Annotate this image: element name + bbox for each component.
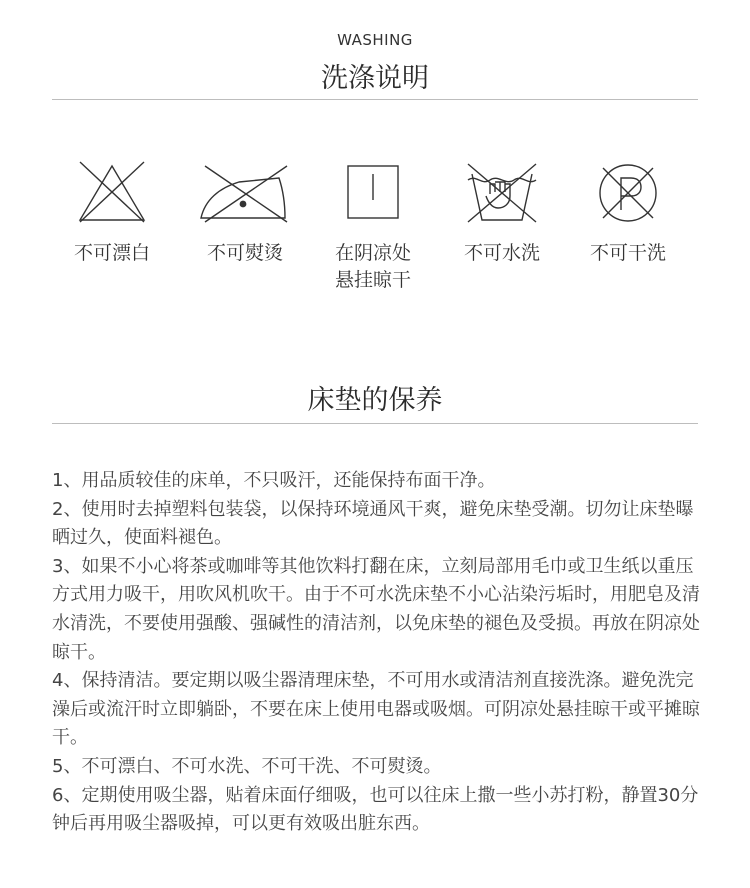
line-dry-shade-icon	[343, 160, 403, 226]
care-symbols	[0, 160, 750, 300]
care-list	[52, 467, 702, 839]
list-item: 6、定期使用吸尘器，贴着床面仔细吸，也可以往床上撒一些小苏打粉，静置30分钟后再用吸尘器吸掉，可以更有效吸出脏东西。	[52, 784, 699, 835]
no-iron-icon	[195, 160, 295, 226]
list-item: 5、不可漂白、不可水洗、不可干洗、不可熨烫。	[52, 755, 442, 777]
list-item: 2、使用时去掉塑料包装袋，以保持环境通风干爽，避免床垫受潮。切勿让床垫曝晒过久，使面料褪色。	[52, 498, 694, 549]
washing-title-en: WASHING	[337, 31, 413, 49]
list-item: 3、如果不小心将茶或咖啡等其他饮料打翻在床，立刻局部用毛巾或卫生纸以重压方式用力吸干，用吹风机吹干。由于不可水洗床垫不小心沾染污垢时，用肥皂及清水清洗，不要使用强酸、强碱性的清洁剂，以免床垫的褪色及受损。再放在阴凉处晾干。	[52, 555, 700, 663]
list-item: 4、保持清洁。要定期以吸尘器清理床垫，不可用水或清洁剂直接洗涤。避免洗完澡后或流汗时立即躺卧，不要在床上使用电器或吸烟。可阴凉处悬挂晾干或平摊晾干。	[52, 670, 700, 749]
divider	[52, 423, 698, 424]
symbol-no-wash	[437, 160, 567, 267]
list-item: 1、用品质较佳的床单，不只吸汗，还能保持布面干净。	[52, 470, 496, 491]
symbol-label: 不可水洗	[463, 242, 540, 264]
symbol-label: 不可漂白	[73, 242, 150, 264]
no-wash-icon	[462, 160, 542, 226]
symbol-label: 在阴凉处 悬挂晾干	[334, 242, 411, 291]
symbol-label: 不可干洗	[589, 242, 666, 264]
symbol-no-bleach	[47, 160, 177, 267]
symbol-no-dry-clean	[563, 160, 693, 267]
symbol-no-iron	[180, 160, 310, 267]
washing-title: 洗涤说明	[321, 63, 429, 94]
no-bleach-icon	[72, 160, 152, 226]
no-dry-clean-icon	[593, 160, 663, 226]
divider	[52, 99, 698, 100]
symbol-label: 不可熨烫	[206, 242, 283, 264]
care-title: 床垫的保养	[307, 385, 443, 416]
symbol-line-dry	[308, 160, 438, 294]
